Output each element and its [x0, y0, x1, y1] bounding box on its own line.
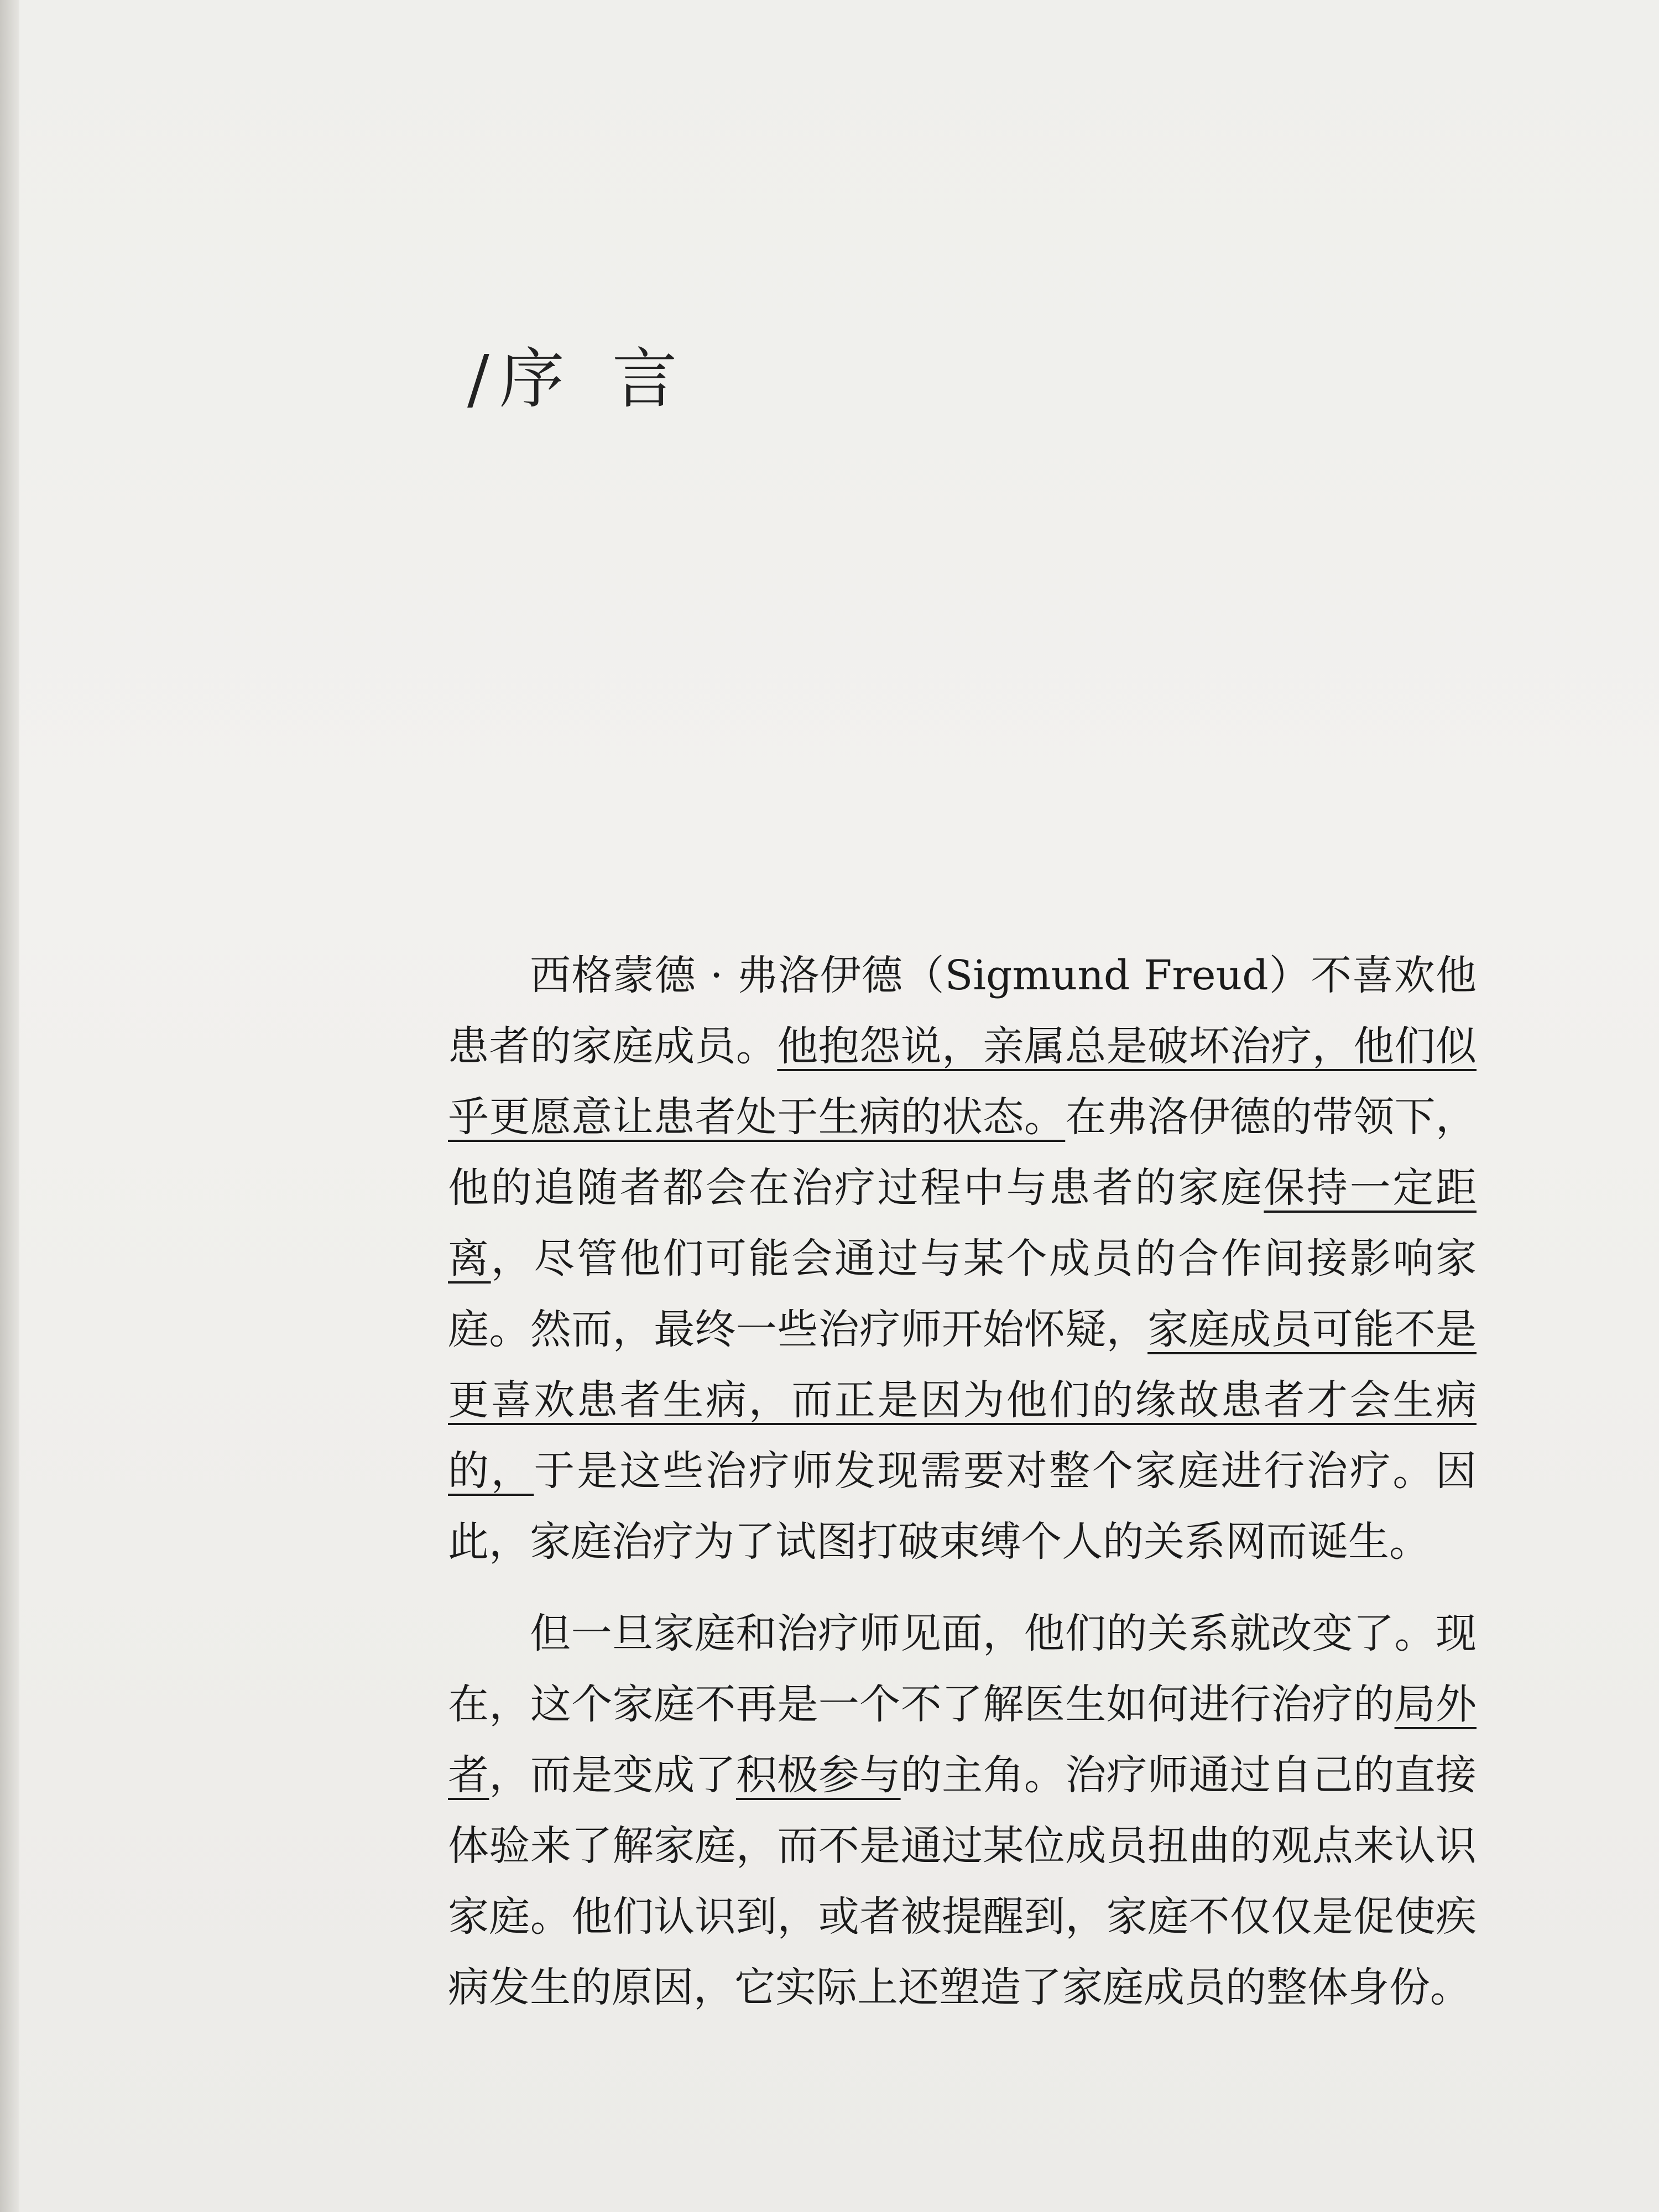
p2-underlined-b: 局外者	[448, 1681, 1477, 1799]
section-header	[467, 326, 681, 420]
p1-text-a: 西格蒙德 · 弗洛伊德（Sigmund Freud）不喜欢他患者的家庭成员。	[448, 952, 1477, 1070]
p2-text-a: 但一旦家庭和治疗师见面，他们的关系就改变了。现在，这个家庭不再是一个不了解医生如何进行治疗的	[448, 1610, 1477, 1728]
p1-text-g: 于是这些治疗师发现需要对整个家庭进行治疗。因此，家庭治疗为了试图打破束缚个人的关系网而诞生。	[448, 1447, 1477, 1566]
p2-text-e: 的主角。治疗师通过自己的直接体验来了解家庭，而不是通过某位成员扭曲的观点来认识家庭。他们认识到，或者被提醒到，家庭不仅仅是促使疾病发生的原因，它实际上还塑造了家庭成员的整体身份。	[448, 1751, 1477, 2011]
header-title-char-1: 序	[499, 341, 568, 417]
body-text	[448, 940, 1477, 2044]
p1-text-c: 在弗洛伊德的带领下，他的追随者都会在治疗过程中与患者的家庭	[448, 1093, 1477, 1212]
p1-underlined-b: 他抱怨说，亲属总是破坏治疗，他们似乎更愿意让患者处于生病的状态。	[448, 1022, 1477, 1141]
p1-underlined-f: 家庭成员可能不是更喜欢患者生病，而正是因为他们的缘故患者才会生病的，	[448, 1306, 1477, 1495]
p1-text-e: ，尽管他们可能会通过与某个成员的合作间接影响家庭。然而，最终一些治疗师开始怀疑，	[448, 1235, 1477, 1353]
header-slash: /	[467, 341, 493, 417]
paragraph-1	[448, 940, 1477, 1577]
p2-underlined-d: 积极参与	[735, 1751, 901, 1799]
p2-text-c: ，而是变成了	[489, 1751, 736, 1799]
p1-underlined-d: 保持一定距离	[448, 1164, 1477, 1282]
header-title-char-2: 言	[612, 341, 681, 417]
paragraph-2	[448, 1598, 1477, 2023]
page-edge	[0, 0, 19, 2212]
